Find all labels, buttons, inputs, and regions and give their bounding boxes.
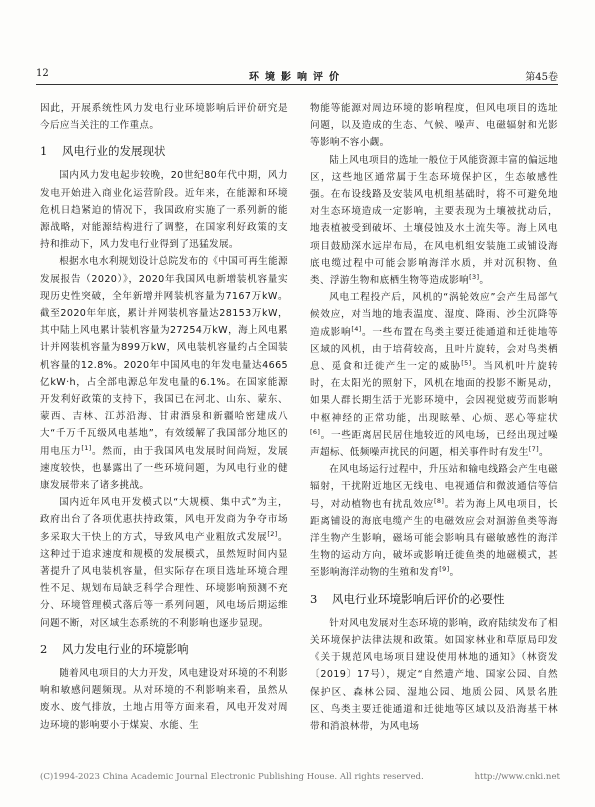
paragraph-8-text-a: 在风电场运行过程中，升压站和输电线路会产生电磁辐射，干扰附近地区无线电、电视通信和微波通信等信号，对动植物也有扰乱效应 [310,464,558,510]
citation-9: [9] [439,565,450,574]
running-header [36,66,558,85]
paragraph-9: 针对风电发展对生态环境的影响，政府陆续发布了相关环境保护法律法规和政策。如国家林业和草原局印发《关于规范风电场项目建设使用林地的通知》（林资发〔2019〕17号），规定“自然遗产地、国家公园、自然保护区、森林公园、湿地公园、地质公园、风景名胜区、鸟类主要迁徙通道和迁徙地等区域以及沿海基干林带和消浪林带，为风电场 [310,617,558,732]
right-column [310,100,558,735]
left-column [40,100,288,734]
section-3-title: 风电行业环境影响后评价的必要性 [332,591,505,606]
paragraph-7-text-a: 风电工程投产后，风机的“涡轮效应”会产生局部气候效应，对当地的地表温度、湿度、降雨、沙尘沉降等造成影响 [310,292,558,338]
citation-8: [8] [434,496,445,505]
section-1-heading [40,142,288,160]
citation-3: [3] [469,272,480,281]
section-3-number: 3 [310,591,318,606]
paragraph-8 [310,461,558,581]
paragraph-7-text-b: 。一些布置在鸟类主要迁徙通道和迁徙地等区域的风机，由于培荷较高，且叶片旋转，会对鸟类栖息、觅食和迁徙产生一定的威胁 [310,326,558,373]
paragraph-5: 物能等能源对周边环境的影响程度，但风电项目的选址问题，以及造成的生态、气候、噪声、电磁辐射和光影等影响不容小觑。 [310,103,558,149]
section-2-number: 2 [40,641,48,656]
citation-1: [1] [81,443,92,452]
paragraph-3 [40,494,288,632]
paragraph-3-text-a: 国内近年风电开发模式以“大规模、集中式”为主，政府出台了各项优惠扶持政策，风电开发商为争夺市场多采取大干快上的方式，导致风电产业粗放式发展 [40,497,288,543]
paragraph-7-text-d: 。一些距离居民居住地较近的风电场，已经出现过噪声超标、低频噪声扰民的问题，相关事件时有发生 [310,429,558,459]
citation-4: [4] [351,324,362,333]
paragraph-8-text-b: 。若为海上风电项目，长距离铺设的海底电缆产生的电磁效应会对洄游鱼类等海洋生物产生影响，磁场可能会影响具有磁敏感性的海洋生物的运动方向，破坏或影响迁徙鱼类的地磁模式，甚至影响海洋动物的生殖和发育 [310,498,558,579]
paragraph-6 [310,152,558,290]
section-2-title: 风力发电行业的环境影响 [62,641,189,656]
section-1-number: 1 [40,144,48,159]
section-1-title: 风电行业的发展现状 [62,144,166,159]
section-3-heading [310,590,558,608]
paragraph-7 [310,289,558,461]
paragraph-7-text-c: 。当风机叶片旋转时，在太阳光的照射下，风机在地面的投影不断晃动，如果人群长期生活于光影环境中，会因视觉疲劳而影响中枢神经的正常功能，出现眩晕、心烦、恶心等症状 [310,361,558,424]
intro-paragraph: 因此，开展系统性风力发电行业环境影响后评价研究是今后应当关注的工作重点。 [40,103,288,132]
paragraph-6-text-a: 陆上风电项目的选址一般位于风能资源丰富的偏远地区，这些地区通常属于生态环境保护区，生态敏感性强。在布设线路及安装风电机组基础时，将不可避免地对生态环境造成一定影响，主要表现为土壤被扰动后，地表植被受到破坏、土壤侵蚀及水土流失等。海上风电项目鼓励深水远岸布局，在风电机组安装施工或铺设海底电缆过程中可能会影响海洋水质，并对沉积物、鱼类、浮游生物和底栖生物等造成影响 [310,154,558,287]
paragraph-1: 国内风力发电起步较晚，20世纪80年代中期，风力发电开始进入商业化运营阶段。近年来，在能源和环境危机日趋紧迫的情况下，我国政府实施了一系列新的能源战略，对能源结构进行了调整，在国家利好政策的支持和推动下，风力发电行业得到了迅猛发展。 [40,170,288,251]
copyright-notice: (C)1994-2023 China Academic Journal Electronic Publishing House. All rights reserved. [40,772,424,782]
journal-title: 环境影响评价 [249,72,345,83]
volume-label: 第45卷 [525,72,558,83]
page-number: 12 [36,68,49,79]
paragraph-7-text-e: 。 [539,447,549,459]
paragraph-3-text-b: 。这种过于追求速度和规模的发展模式，虽然短时间内显著提升了风电装机容量，但实际存在项目选址环境合理性不足、规划布局缺乏科学合理性、环境影响预测不充分、环境管理模式落后等一系列问题，风电场后期运维问题不断，对区域生态系统的不利影响也逐步显现。 [40,531,288,629]
paragraph-2-text-b: 。然而，由于我国风电发展时间尚短，发展速度较快，也暴露出了一些环境问题，为风电行业的健康发展带来了诸多挑战。 [40,445,288,492]
citation-2: [2] [267,529,278,538]
citation-6: [6] [310,427,321,436]
citation-5: [5] [461,358,472,367]
citation-7: [7] [528,444,540,453]
section-2-heading [40,640,288,658]
paragraph-2-text-a: 根据水电水利规划设计总院发布的《中国可再生能源发展报告（2020）》，2020年我国风电新增装机容量实现历史性突破，全年新增并网装机容量为7167万kW。截至2020年年底，累计并网装机容量达28153万kW，其中陆上风电累计装机容量为27254万kW，海上风电累计并网装机容量为899万kW，风电装机容量约占全国装机容量的12.8%。2020年中国风电的年发电量达4665亿kW·h，占全部电源总年发电量的6.1%。在国家能源开发利好政策的支持下，我国已在河北、山东、蒙东、蒙西、吉林、江苏沿海、甘肃酒泉和新疆哈密建成八大“千万千瓦级风电基地”，有效缓解了我国部分地区的用电压力 [40,256,288,457]
paragraph-4: 随着风电项目的大力开发，风电建设对环境的不利影响和敏感问题频现。从对环境的不利影响来看，虽然从废水、废气排放，土地占用等方面来看，风电开发对周边环境的影响要小于煤炭、水能、生 [40,667,288,731]
paragraph-2 [40,253,288,494]
cnki-link[interactable]: http://www.cnki.net [474,772,560,782]
paragraph-8-text-c: 。 [449,567,460,579]
paragraph-6-text-b: 。 [479,275,490,287]
